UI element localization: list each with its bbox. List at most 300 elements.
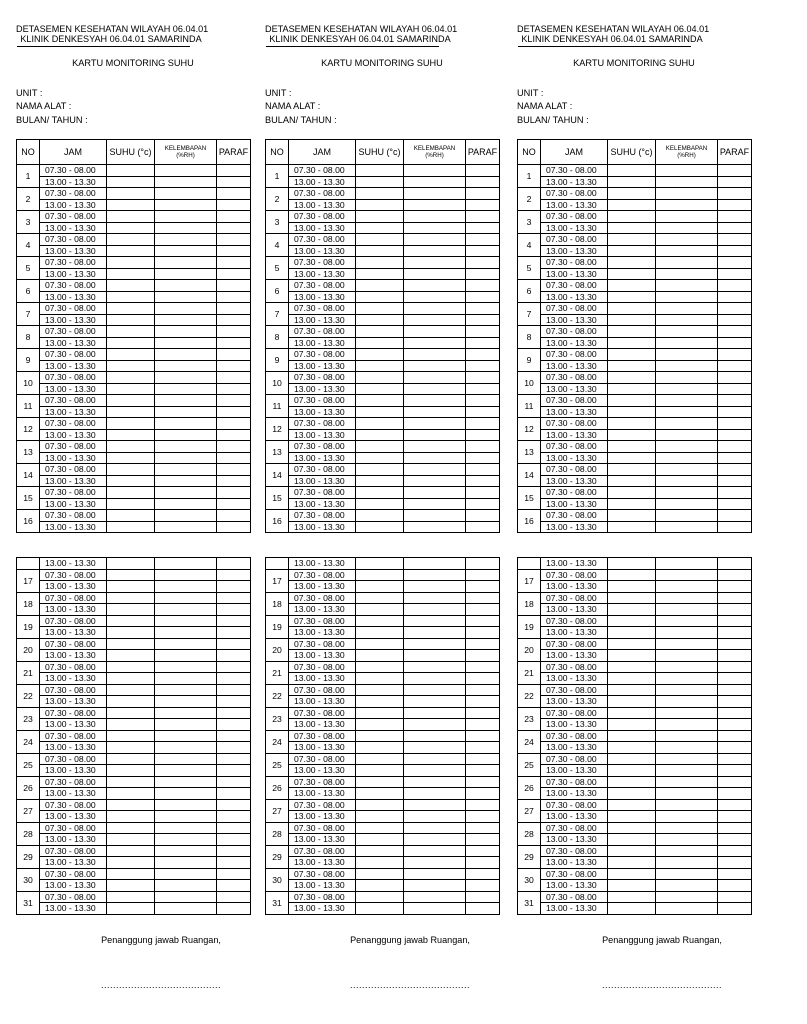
paraf-cell[interactable] (217, 558, 251, 570)
suhu-cell[interactable] (356, 696, 404, 708)
kelembapan-cell[interactable] (155, 604, 217, 616)
paraf-cell[interactable] (718, 903, 752, 915)
paraf-cell[interactable] (217, 176, 251, 188)
suhu-cell[interactable] (107, 418, 155, 430)
kelembapan-cell[interactable] (155, 418, 217, 430)
kelembapan-cell[interactable] (656, 314, 718, 326)
kelembapan-cell[interactable] (155, 742, 217, 754)
kelembapan-cell[interactable] (656, 880, 718, 892)
suhu-cell[interactable] (608, 558, 656, 570)
suhu-cell[interactable] (608, 452, 656, 464)
suhu-cell[interactable] (356, 188, 404, 200)
kelembapan-cell[interactable] (656, 650, 718, 662)
kelembapan-cell[interactable] (404, 291, 466, 303)
suhu-cell[interactable] (356, 569, 404, 581)
paraf-cell[interactable] (466, 199, 500, 211)
suhu-cell[interactable] (608, 581, 656, 593)
paraf-cell[interactable] (466, 245, 500, 257)
paraf-cell[interactable] (217, 372, 251, 384)
paraf-cell[interactable] (718, 188, 752, 200)
paraf-cell[interactable] (217, 891, 251, 903)
suhu-cell[interactable] (107, 834, 155, 846)
kelembapan-cell[interactable] (656, 188, 718, 200)
kelembapan-cell[interactable] (656, 303, 718, 315)
kelembapan-cell[interactable] (155, 268, 217, 280)
kelembapan-cell[interactable] (404, 742, 466, 754)
paraf-cell[interactable] (718, 673, 752, 685)
kelembapan-cell[interactable] (155, 199, 217, 211)
paraf-cell[interactable] (466, 845, 500, 857)
suhu-cell[interactable] (107, 176, 155, 188)
suhu-cell[interactable] (608, 592, 656, 604)
kelembapan-cell[interactable] (656, 452, 718, 464)
suhu-cell[interactable] (608, 360, 656, 372)
paraf-cell[interactable] (718, 868, 752, 880)
kelembapan-cell[interactable] (155, 661, 217, 673)
suhu-cell[interactable] (356, 845, 404, 857)
paraf-cell[interactable] (217, 418, 251, 430)
paraf-cell[interactable] (217, 234, 251, 246)
kelembapan-cell[interactable] (656, 291, 718, 303)
kelembapan-cell[interactable] (404, 868, 466, 880)
kelembapan-cell[interactable] (404, 592, 466, 604)
suhu-cell[interactable] (107, 188, 155, 200)
kelembapan-cell[interactable] (404, 257, 466, 269)
paraf-cell[interactable] (466, 326, 500, 338)
kelembapan-cell[interactable] (656, 661, 718, 673)
suhu-cell[interactable] (107, 475, 155, 487)
suhu-cell[interactable] (608, 753, 656, 765)
paraf-cell[interactable] (466, 475, 500, 487)
suhu-cell[interactable] (107, 592, 155, 604)
suhu-cell[interactable] (107, 268, 155, 280)
suhu-cell[interactable] (608, 788, 656, 800)
paraf-cell[interactable] (217, 188, 251, 200)
kelembapan-cell[interactable] (155, 521, 217, 533)
paraf-cell[interactable] (217, 661, 251, 673)
kelembapan-cell[interactable] (155, 581, 217, 593)
suhu-cell[interactable] (107, 257, 155, 269)
kelembapan-cell[interactable] (656, 799, 718, 811)
suhu-cell[interactable] (356, 498, 404, 510)
paraf-cell[interactable] (718, 753, 752, 765)
kelembapan-cell[interactable] (155, 280, 217, 292)
suhu-cell[interactable] (356, 581, 404, 593)
kelembapan-cell[interactable] (404, 326, 466, 338)
suhu-cell[interactable] (356, 441, 404, 453)
kelembapan-cell[interactable] (656, 592, 718, 604)
suhu-cell[interactable] (356, 234, 404, 246)
kelembapan-cell[interactable] (404, 222, 466, 234)
suhu-cell[interactable] (356, 475, 404, 487)
suhu-cell[interactable] (107, 707, 155, 719)
paraf-cell[interactable] (466, 257, 500, 269)
suhu-cell[interactable] (107, 487, 155, 499)
suhu-cell[interactable] (107, 765, 155, 777)
paraf-cell[interactable] (466, 903, 500, 915)
paraf-cell[interactable] (466, 558, 500, 570)
kelembapan-cell[interactable] (404, 707, 466, 719)
paraf-cell[interactable] (217, 834, 251, 846)
kelembapan-cell[interactable] (404, 638, 466, 650)
suhu-cell[interactable] (356, 406, 404, 418)
paraf-cell[interactable] (217, 742, 251, 754)
suhu-cell[interactable] (107, 776, 155, 788)
paraf-cell[interactable] (466, 406, 500, 418)
kelembapan-cell[interactable] (404, 510, 466, 522)
paraf-cell[interactable] (466, 521, 500, 533)
kelembapan-cell[interactable] (404, 452, 466, 464)
suhu-cell[interactable] (608, 211, 656, 223)
suhu-cell[interactable] (356, 418, 404, 430)
kelembapan-cell[interactable] (404, 880, 466, 892)
paraf-cell[interactable] (718, 845, 752, 857)
paraf-cell[interactable] (217, 868, 251, 880)
paraf-cell[interactable] (217, 268, 251, 280)
kelembapan-cell[interactable] (656, 383, 718, 395)
paraf-cell[interactable] (718, 569, 752, 581)
kelembapan-cell[interactable] (155, 569, 217, 581)
kelembapan-cell[interactable] (656, 349, 718, 361)
paraf-cell[interactable] (718, 891, 752, 903)
paraf-cell[interactable] (718, 730, 752, 742)
suhu-cell[interactable] (107, 604, 155, 616)
kelembapan-cell[interactable] (656, 696, 718, 708)
kelembapan-cell[interactable] (404, 845, 466, 857)
paraf-cell[interactable] (466, 811, 500, 823)
suhu-cell[interactable] (107, 719, 155, 731)
paraf-cell[interactable] (718, 765, 752, 777)
paraf-cell[interactable] (466, 788, 500, 800)
suhu-cell[interactable] (107, 650, 155, 662)
kelembapan-cell[interactable] (155, 845, 217, 857)
kelembapan-cell[interactable] (656, 834, 718, 846)
kelembapan-cell[interactable] (656, 326, 718, 338)
suhu-cell[interactable] (356, 280, 404, 292)
suhu-cell[interactable] (107, 314, 155, 326)
paraf-cell[interactable] (217, 360, 251, 372)
paraf-cell[interactable] (466, 429, 500, 441)
suhu-cell[interactable] (107, 349, 155, 361)
kelembapan-cell[interactable] (155, 383, 217, 395)
kelembapan-cell[interactable] (404, 903, 466, 915)
paraf-cell[interactable] (718, 799, 752, 811)
paraf-cell[interactable] (718, 280, 752, 292)
kelembapan-cell[interactable] (656, 418, 718, 430)
paraf-cell[interactable] (718, 383, 752, 395)
suhu-cell[interactable] (107, 464, 155, 476)
suhu-cell[interactable] (356, 742, 404, 754)
kelembapan-cell[interactable] (656, 429, 718, 441)
suhu-cell[interactable] (356, 211, 404, 223)
kelembapan-cell[interactable] (656, 684, 718, 696)
paraf-cell[interactable] (718, 857, 752, 869)
paraf-cell[interactable] (217, 429, 251, 441)
suhu-cell[interactable] (107, 429, 155, 441)
kelembapan-cell[interactable] (656, 730, 718, 742)
paraf-cell[interactable] (217, 383, 251, 395)
kelembapan-cell[interactable] (155, 592, 217, 604)
suhu-cell[interactable] (356, 707, 404, 719)
kelembapan-cell[interactable] (404, 406, 466, 418)
suhu-cell[interactable] (107, 383, 155, 395)
kelembapan-cell[interactable] (656, 615, 718, 627)
paraf-cell[interactable] (217, 303, 251, 315)
suhu-cell[interactable] (608, 303, 656, 315)
kelembapan-cell[interactable] (155, 211, 217, 223)
paraf-cell[interactable] (466, 891, 500, 903)
suhu-cell[interactable] (107, 337, 155, 349)
paraf-cell[interactable] (718, 337, 752, 349)
kelembapan-cell[interactable] (404, 303, 466, 315)
kelembapan-cell[interactable] (656, 719, 718, 731)
kelembapan-cell[interactable] (404, 834, 466, 846)
paraf-cell[interactable] (718, 592, 752, 604)
kelembapan-cell[interactable] (155, 684, 217, 696)
kelembapan-cell[interactable] (155, 891, 217, 903)
suhu-cell[interactable] (107, 569, 155, 581)
paraf-cell[interactable] (466, 441, 500, 453)
suhu-cell[interactable] (107, 845, 155, 857)
suhu-cell[interactable] (356, 880, 404, 892)
paraf-cell[interactable] (466, 684, 500, 696)
paraf-cell[interactable] (718, 661, 752, 673)
paraf-cell[interactable] (217, 845, 251, 857)
suhu-cell[interactable] (356, 891, 404, 903)
kelembapan-cell[interactable] (656, 337, 718, 349)
paraf-cell[interactable] (217, 165, 251, 177)
suhu-cell[interactable] (356, 592, 404, 604)
signature-line[interactable]: ........................................ (100, 980, 222, 990)
kelembapan-cell[interactable] (656, 475, 718, 487)
suhu-cell[interactable] (356, 822, 404, 834)
paraf-cell[interactable] (466, 592, 500, 604)
suhu-cell[interactable] (356, 673, 404, 685)
paraf-cell[interactable] (718, 176, 752, 188)
paraf-cell[interactable] (718, 581, 752, 593)
suhu-cell[interactable] (356, 245, 404, 257)
paraf-cell[interactable] (217, 452, 251, 464)
paraf-cell[interactable] (217, 257, 251, 269)
signature-line[interactable]: ........................................ (601, 980, 723, 990)
suhu-cell[interactable] (608, 891, 656, 903)
paraf-cell[interactable] (718, 165, 752, 177)
kelembapan-cell[interactable] (155, 475, 217, 487)
kelembapan-cell[interactable] (155, 765, 217, 777)
paraf-cell[interactable] (718, 487, 752, 499)
paraf-cell[interactable] (217, 638, 251, 650)
paraf-cell[interactable] (466, 337, 500, 349)
suhu-cell[interactable] (608, 406, 656, 418)
suhu-cell[interactable] (356, 684, 404, 696)
kelembapan-cell[interactable] (155, 834, 217, 846)
kelembapan-cell[interactable] (155, 650, 217, 662)
suhu-cell[interactable] (608, 719, 656, 731)
suhu-cell[interactable] (356, 811, 404, 823)
suhu-cell[interactable] (356, 383, 404, 395)
kelembapan-cell[interactable] (404, 521, 466, 533)
suhu-cell[interactable] (608, 280, 656, 292)
paraf-cell[interactable] (466, 383, 500, 395)
suhu-cell[interactable] (107, 303, 155, 315)
paraf-cell[interactable] (217, 395, 251, 407)
suhu-cell[interactable] (356, 661, 404, 673)
kelembapan-cell[interactable] (155, 730, 217, 742)
kelembapan-cell[interactable] (155, 487, 217, 499)
paraf-cell[interactable] (466, 395, 500, 407)
paraf-cell[interactable] (466, 730, 500, 742)
suhu-cell[interactable] (356, 165, 404, 177)
kelembapan-cell[interactable] (155, 349, 217, 361)
kelembapan-cell[interactable] (404, 418, 466, 430)
paraf-cell[interactable] (466, 742, 500, 754)
suhu-cell[interactable] (608, 337, 656, 349)
paraf-cell[interactable] (466, 650, 500, 662)
paraf-cell[interactable] (718, 222, 752, 234)
kelembapan-cell[interactable] (404, 395, 466, 407)
kelembapan-cell[interactable] (404, 429, 466, 441)
suhu-cell[interactable] (107, 822, 155, 834)
kelembapan-cell[interactable] (404, 581, 466, 593)
paraf-cell[interactable] (466, 615, 500, 627)
kelembapan-cell[interactable] (656, 176, 718, 188)
paraf-cell[interactable] (466, 418, 500, 430)
kelembapan-cell[interactable] (656, 788, 718, 800)
kelembapan-cell[interactable] (404, 234, 466, 246)
suhu-cell[interactable] (608, 868, 656, 880)
kelembapan-cell[interactable] (155, 707, 217, 719)
suhu-cell[interactable] (107, 903, 155, 915)
suhu-cell[interactable] (107, 857, 155, 869)
suhu-cell[interactable] (608, 903, 656, 915)
paraf-cell[interactable] (217, 753, 251, 765)
kelembapan-cell[interactable] (404, 788, 466, 800)
suhu-cell[interactable] (107, 395, 155, 407)
paraf-cell[interactable] (466, 510, 500, 522)
kelembapan-cell[interactable] (656, 581, 718, 593)
suhu-cell[interactable] (356, 510, 404, 522)
paraf-cell[interactable] (466, 291, 500, 303)
paraf-cell[interactable] (718, 719, 752, 731)
suhu-cell[interactable] (608, 487, 656, 499)
kelembapan-cell[interactable] (656, 441, 718, 453)
suhu-cell[interactable] (608, 880, 656, 892)
paraf-cell[interactable] (217, 719, 251, 731)
suhu-cell[interactable] (107, 696, 155, 708)
suhu-cell[interactable] (107, 581, 155, 593)
kelembapan-cell[interactable] (656, 868, 718, 880)
paraf-cell[interactable] (466, 188, 500, 200)
kelembapan-cell[interactable] (155, 799, 217, 811)
paraf-cell[interactable] (718, 211, 752, 223)
suhu-cell[interactable] (608, 776, 656, 788)
kelembapan-cell[interactable] (404, 765, 466, 777)
kelembapan-cell[interactable] (155, 903, 217, 915)
kelembapan-cell[interactable] (404, 696, 466, 708)
kelembapan-cell[interactable] (404, 211, 466, 223)
paraf-cell[interactable] (217, 776, 251, 788)
suhu-cell[interactable] (356, 395, 404, 407)
suhu-cell[interactable] (107, 372, 155, 384)
suhu-cell[interactable] (356, 337, 404, 349)
suhu-cell[interactable] (356, 765, 404, 777)
kelembapan-cell[interactable] (404, 314, 466, 326)
suhu-cell[interactable] (608, 349, 656, 361)
suhu-cell[interactable] (107, 673, 155, 685)
suhu-cell[interactable] (608, 383, 656, 395)
suhu-cell[interactable] (608, 615, 656, 627)
suhu-cell[interactable] (608, 684, 656, 696)
suhu-cell[interactable] (356, 753, 404, 765)
suhu-cell[interactable] (107, 891, 155, 903)
paraf-cell[interactable] (217, 707, 251, 719)
suhu-cell[interactable] (356, 834, 404, 846)
kelembapan-cell[interactable] (155, 510, 217, 522)
kelembapan-cell[interactable] (656, 165, 718, 177)
paraf-cell[interactable] (466, 799, 500, 811)
suhu-cell[interactable] (608, 372, 656, 384)
suhu-cell[interactable] (608, 291, 656, 303)
paraf-cell[interactable] (718, 303, 752, 315)
kelembapan-cell[interactable] (155, 811, 217, 823)
paraf-cell[interactable] (217, 569, 251, 581)
suhu-cell[interactable] (107, 452, 155, 464)
kelembapan-cell[interactable] (404, 165, 466, 177)
paraf-cell[interactable] (217, 314, 251, 326)
paraf-cell[interactable] (466, 638, 500, 650)
paraf-cell[interactable] (466, 822, 500, 834)
suhu-cell[interactable] (356, 487, 404, 499)
paraf-cell[interactable] (466, 314, 500, 326)
suhu-cell[interactable] (107, 753, 155, 765)
paraf-cell[interactable] (718, 372, 752, 384)
kelembapan-cell[interactable] (155, 395, 217, 407)
paraf-cell[interactable] (217, 280, 251, 292)
suhu-cell[interactable] (608, 222, 656, 234)
suhu-cell[interactable] (107, 521, 155, 533)
suhu-cell[interactable] (608, 176, 656, 188)
kelembapan-cell[interactable] (404, 822, 466, 834)
kelembapan-cell[interactable] (155, 372, 217, 384)
paraf-cell[interactable] (718, 268, 752, 280)
paraf-cell[interactable] (718, 314, 752, 326)
suhu-cell[interactable] (356, 452, 404, 464)
paraf-cell[interactable] (718, 558, 752, 570)
paraf-cell[interactable] (217, 799, 251, 811)
suhu-cell[interactable] (356, 776, 404, 788)
paraf-cell[interactable] (718, 834, 752, 846)
suhu-cell[interactable] (356, 719, 404, 731)
kelembapan-cell[interactable] (404, 719, 466, 731)
kelembapan-cell[interactable] (155, 464, 217, 476)
suhu-cell[interactable] (356, 199, 404, 211)
kelembapan-cell[interactable] (404, 464, 466, 476)
kelembapan-cell[interactable] (155, 558, 217, 570)
kelembapan-cell[interactable] (656, 569, 718, 581)
kelembapan-cell[interactable] (155, 234, 217, 246)
suhu-cell[interactable] (608, 268, 656, 280)
suhu-cell[interactable] (608, 395, 656, 407)
kelembapan-cell[interactable] (656, 558, 718, 570)
suhu-cell[interactable] (107, 661, 155, 673)
kelembapan-cell[interactable] (155, 245, 217, 257)
paraf-cell[interactable] (718, 406, 752, 418)
suhu-cell[interactable] (608, 510, 656, 522)
suhu-cell[interactable] (356, 868, 404, 880)
kelembapan-cell[interactable] (656, 903, 718, 915)
paraf-cell[interactable] (718, 707, 752, 719)
suhu-cell[interactable] (107, 627, 155, 639)
